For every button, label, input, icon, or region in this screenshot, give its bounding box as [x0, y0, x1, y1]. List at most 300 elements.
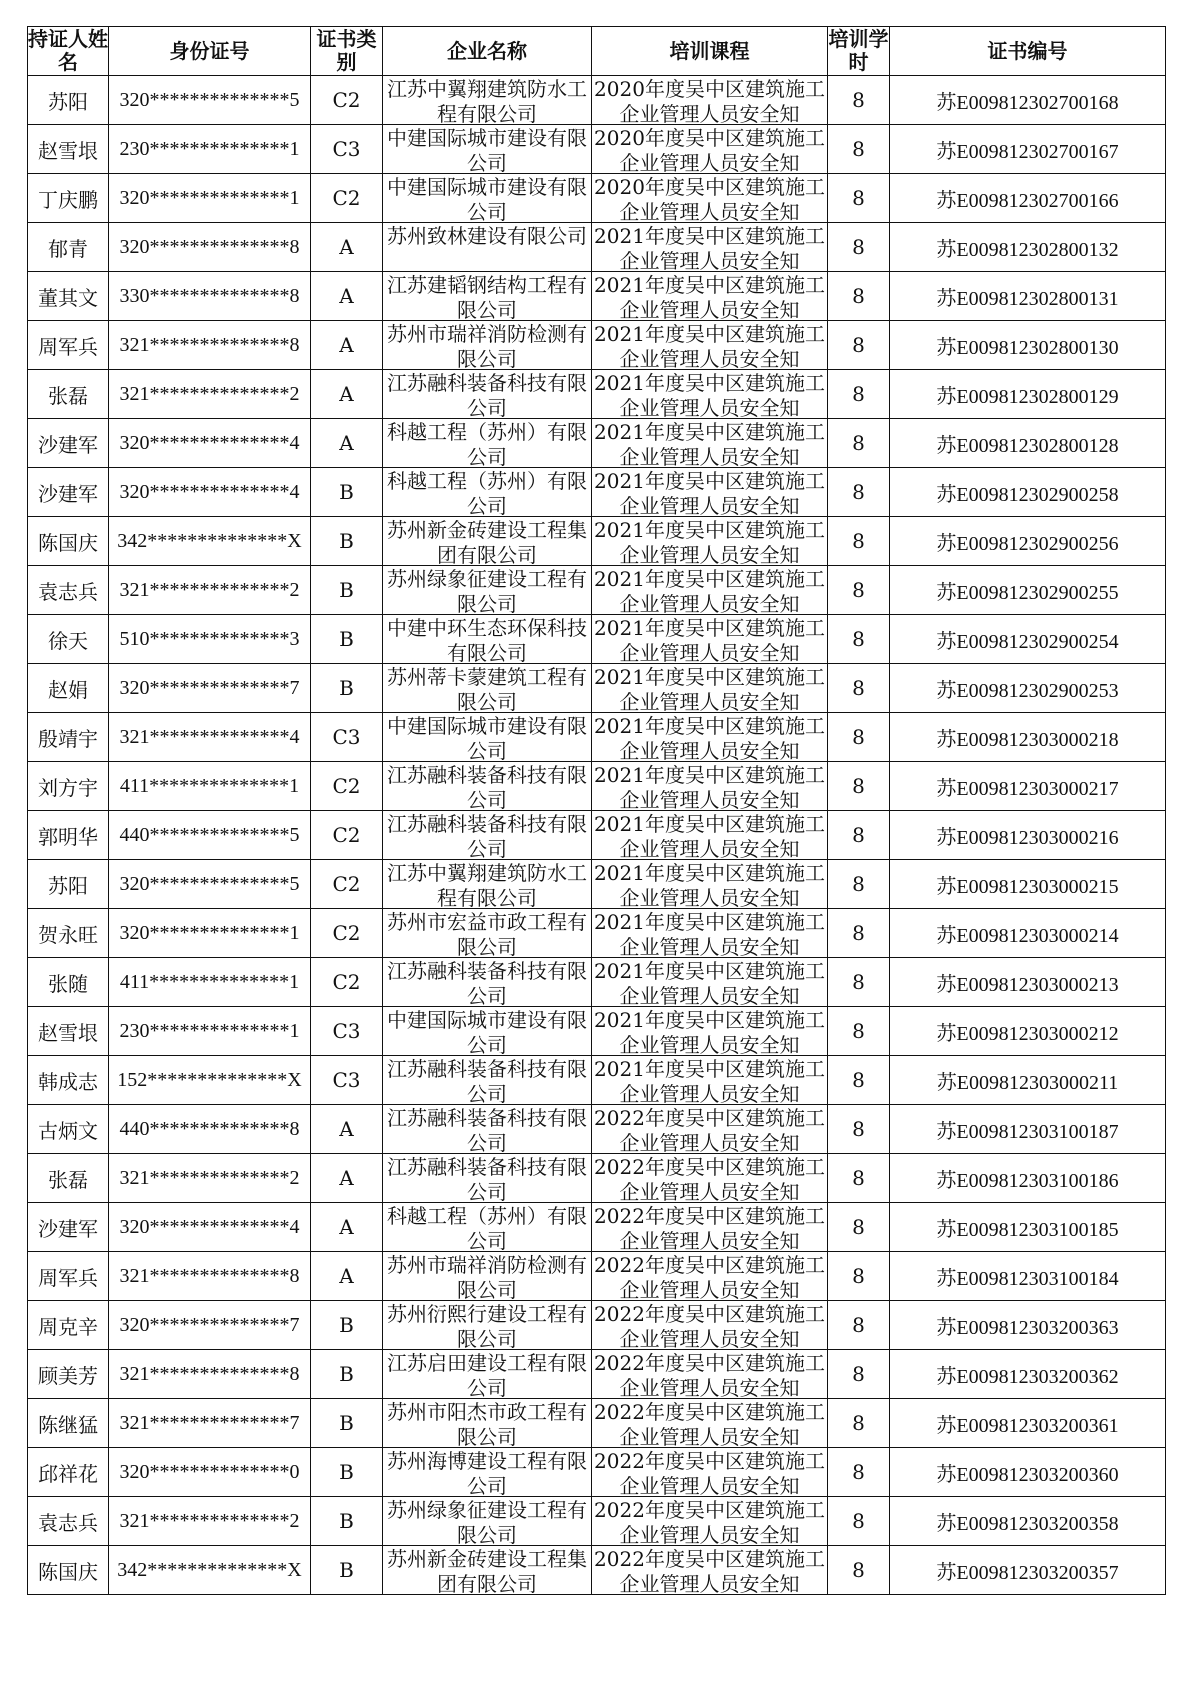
table-row — [28, 664, 1166, 713]
header-cert-no: 证书编号 — [890, 27, 1166, 76]
cell-id-number: 321**************4 — [109, 713, 311, 762]
cell-holder-name: 赵雪垠 — [28, 125, 109, 174]
course-name-text: 2020年度吴中区建筑施工企业管理人员安全知 — [594, 77, 825, 124]
table-row — [28, 76, 1166, 125]
cell-id-number: 321**************8 — [109, 1252, 311, 1301]
cell-certificate-category: A — [311, 272, 383, 321]
cell-training-hours: 8 — [828, 958, 890, 1007]
cell-course — [592, 321, 828, 370]
company-name-text: 苏州市宏益市政工程有限公司 — [387, 910, 587, 957]
cell-certificate-category: B — [311, 615, 383, 664]
cell-certificate-number: 苏E009812302900258 — [890, 468, 1166, 517]
cell-id-number: 342**************X — [109, 517, 311, 566]
cell-certificate-number: 苏E009812302800132 — [890, 223, 1166, 272]
cell-course — [592, 566, 828, 615]
cell-id-number: 321**************2 — [109, 566, 311, 615]
cell-holder-name: 邱祥花 — [28, 1448, 109, 1497]
company-name-text: 中建国际城市建设有限公司 — [387, 714, 587, 761]
cell-holder-name: 贺永旺 — [28, 909, 109, 958]
cell-id-number: 320**************5 — [109, 860, 311, 909]
table-row — [28, 811, 1166, 860]
company-name-text: 江苏融科装备科技有限公司 — [387, 1057, 587, 1104]
cell-training-hours: 8 — [828, 1007, 890, 1056]
course-name-text: 2021年度吴中区建筑施工企业管理人员安全知 — [594, 322, 825, 369]
table-row — [28, 762, 1166, 811]
table-row — [28, 1154, 1166, 1203]
cell-training-hours: 8 — [828, 1056, 890, 1105]
course-name-text: 2022年度吴中区建筑施工企业管理人员安全知 — [594, 1547, 825, 1594]
cell-holder-name: 袁志兵 — [28, 566, 109, 615]
company-name-text: 苏州市瑞祥消防检测有限公司 — [387, 1253, 587, 1300]
cell-holder-name: 周军兵 — [28, 1252, 109, 1301]
cell-certificate-category: B — [311, 1448, 383, 1497]
cell-certificate-category: A — [311, 370, 383, 419]
table-row — [28, 419, 1166, 468]
company-name-text: 江苏融科装备科技有限公司 — [387, 763, 587, 810]
course-name-text: 2021年度吴中区建筑施工企业管理人员安全知 — [594, 910, 825, 957]
cell-training-hours: 8 — [828, 1154, 890, 1203]
cell-course — [592, 1007, 828, 1056]
company-name-text: 中建国际城市建设有限公司 — [387, 1008, 587, 1055]
cell-training-hours: 8 — [828, 468, 890, 517]
cell-certificate-category: C2 — [311, 860, 383, 909]
cell-id-number: 321**************8 — [109, 1350, 311, 1399]
table-row — [28, 1399, 1166, 1448]
cell-training-hours: 8 — [828, 1350, 890, 1399]
cell-certificate-category: B — [311, 566, 383, 615]
cell-id-number: 320**************0 — [109, 1448, 311, 1497]
course-name-text: 2020年度吴中区建筑施工企业管理人员安全知 — [594, 175, 825, 222]
cell-company — [383, 1497, 592, 1546]
course-name-text: 2022年度吴中区建筑施工企业管理人员安全知 — [594, 1498, 825, 1545]
cell-certificate-category: A — [311, 1252, 383, 1301]
table-body — [28, 76, 1166, 1595]
cell-certificate-number: 苏E009812302800128 — [890, 419, 1166, 468]
cell-holder-name: 周克辛 — [28, 1301, 109, 1350]
cell-certificate-number: 苏E009812302700166 — [890, 174, 1166, 223]
header-company: 企业名称 — [383, 27, 592, 76]
cell-course — [592, 76, 828, 125]
cell-certificate-category: C3 — [311, 125, 383, 174]
cell-company — [383, 1448, 592, 1497]
cell-id-number: 411**************1 — [109, 762, 311, 811]
cell-certificate-number: 苏E009812303100186 — [890, 1154, 1166, 1203]
cell-certificate-category: C2 — [311, 909, 383, 958]
cell-training-hours: 8 — [828, 517, 890, 566]
course-name-text: 2020年度吴中区建筑施工企业管理人员安全知 — [594, 126, 825, 173]
cell-certificate-category: B — [311, 1350, 383, 1399]
cell-certificate-category: A — [311, 223, 383, 272]
cell-course — [592, 1546, 828, 1595]
cell-holder-name: 沙建军 — [28, 1203, 109, 1252]
table-row — [28, 174, 1166, 223]
cell-certificate-number: 苏E009812303100185 — [890, 1203, 1166, 1252]
cell-certificate-category: B — [311, 468, 383, 517]
cell-course — [592, 174, 828, 223]
cell-id-number: 342**************X — [109, 1546, 311, 1595]
company-name-text: 江苏融科装备科技有限公司 — [387, 812, 587, 859]
cell-course — [592, 1301, 828, 1350]
course-name-text: 2022年度吴中区建筑施工企业管理人员安全知 — [594, 1106, 825, 1153]
cell-course — [592, 272, 828, 321]
cell-certificate-number: 苏E009812303000216 — [890, 811, 1166, 860]
cell-course — [592, 909, 828, 958]
cell-training-hours: 8 — [828, 174, 890, 223]
course-name-text: 2021年度吴中区建筑施工企业管理人员安全知 — [594, 763, 825, 810]
cell-holder-name: 郁青 — [28, 223, 109, 272]
course-name-text: 2021年度吴中区建筑施工企业管理人员安全知 — [594, 861, 825, 908]
cell-id-number: 321**************8 — [109, 321, 311, 370]
company-name-text: 科越工程（苏州）有限公司 — [387, 1204, 587, 1251]
cell-certificate-number: 苏E009812302700168 — [890, 76, 1166, 125]
cell-holder-name: 陈继猛 — [28, 1399, 109, 1448]
course-name-text: 2021年度吴中区建筑施工企业管理人员安全知 — [594, 273, 825, 320]
cell-course — [592, 370, 828, 419]
company-name-text: 苏州绿象征建设工程有限公司 — [387, 567, 587, 614]
cell-certificate-number: 苏E009812303000217 — [890, 762, 1166, 811]
cell-training-hours: 8 — [828, 1448, 890, 1497]
table-row — [28, 909, 1166, 958]
table-row — [28, 713, 1166, 762]
course-name-text: 2022年度吴中区建筑施工企业管理人员安全知 — [594, 1351, 825, 1398]
cell-id-number: 440**************5 — [109, 811, 311, 860]
company-name-text: 苏州海博建设工程有限公司 — [387, 1449, 587, 1496]
table-row — [28, 468, 1166, 517]
cell-id-number: 320**************4 — [109, 419, 311, 468]
cell-id-number: 320**************5 — [109, 76, 311, 125]
company-name-text: 江苏中翼翔建筑防水工程有限公司 — [387, 861, 587, 908]
company-name-text: 科越工程（苏州）有限公司 — [387, 469, 587, 516]
cell-holder-name: 董其文 — [28, 272, 109, 321]
header-row — [28, 27, 1166, 76]
table-row — [28, 1497, 1166, 1546]
table-row — [28, 1546, 1166, 1595]
cell-company — [383, 370, 592, 419]
cell-holder-name: 袁志兵 — [28, 1497, 109, 1546]
cell-certificate-number: 苏E009812303000212 — [890, 1007, 1166, 1056]
course-name-text: 2022年度吴中区建筑施工企业管理人员安全知 — [594, 1204, 825, 1251]
course-name-text: 2021年度吴中区建筑施工企业管理人员安全知 — [594, 812, 825, 859]
certificate-table — [27, 26, 1166, 1595]
cell-id-number: 320**************1 — [109, 909, 311, 958]
cell-holder-name: 苏阳 — [28, 860, 109, 909]
cell-certificate-number: 苏E009812302900255 — [890, 566, 1166, 615]
company-name-text: 中建国际城市建设有限公司 — [387, 126, 587, 173]
company-name-text: 江苏融科装备科技有限公司 — [387, 371, 587, 418]
cell-certificate-number: 苏E009812302900253 — [890, 664, 1166, 713]
cell-certificate-category: C2 — [311, 811, 383, 860]
table-row — [28, 517, 1166, 566]
cell-certificate-number: 苏E009812303000213 — [890, 958, 1166, 1007]
cell-company — [383, 1546, 592, 1595]
cell-certificate-number: 苏E009812303000214 — [890, 909, 1166, 958]
header-course: 培训课程 — [592, 27, 828, 76]
cell-holder-name: 陈国庆 — [28, 517, 109, 566]
cell-company — [383, 1056, 592, 1105]
table-row — [28, 223, 1166, 272]
cell-certificate-category: C3 — [311, 1007, 383, 1056]
cell-holder-name: 周军兵 — [28, 321, 109, 370]
table-row — [28, 1007, 1166, 1056]
cell-training-hours: 8 — [828, 860, 890, 909]
table-row — [28, 272, 1166, 321]
cell-course — [592, 1448, 828, 1497]
cell-course — [592, 664, 828, 713]
cell-holder-name: 韩成志 — [28, 1056, 109, 1105]
cell-training-hours: 8 — [828, 321, 890, 370]
cell-company — [383, 1252, 592, 1301]
cell-certificate-number: 苏E009812302700167 — [890, 125, 1166, 174]
cell-training-hours: 8 — [828, 419, 890, 468]
cell-certificate-number: 苏E009812303200360 — [890, 1448, 1166, 1497]
cell-id-number: 321**************2 — [109, 370, 311, 419]
course-name-text: 2022年度吴中区建筑施工企业管理人员安全知 — [594, 1155, 825, 1202]
cell-certificate-category: C2 — [311, 762, 383, 811]
table-row — [28, 566, 1166, 615]
cell-course — [592, 1350, 828, 1399]
cell-certificate-number: 苏E009812303000218 — [890, 713, 1166, 762]
course-name-text: 2021年度吴中区建筑施工企业管理人员安全知 — [594, 1008, 825, 1055]
course-name-text: 2021年度吴中区建筑施工企业管理人员安全知 — [594, 420, 825, 467]
cell-holder-name: 徐天 — [28, 615, 109, 664]
company-name-text: 江苏启田建设工程有限公司 — [387, 1351, 587, 1398]
course-name-text: 2021年度吴中区建筑施工企业管理人员安全知 — [594, 567, 825, 614]
table-row — [28, 1301, 1166, 1350]
cell-course — [592, 223, 828, 272]
header-category: 证书类别 — [311, 27, 383, 76]
table-row — [28, 125, 1166, 174]
cell-certificate-number: 苏E009812303000211 — [890, 1056, 1166, 1105]
table-row — [28, 615, 1166, 664]
table-row — [28, 370, 1166, 419]
cell-id-number: 321**************2 — [109, 1497, 311, 1546]
cell-id-number: 320**************4 — [109, 468, 311, 517]
cell-training-hours: 8 — [828, 664, 890, 713]
cell-id-number: 510**************3 — [109, 615, 311, 664]
cell-holder-name: 赵娟 — [28, 664, 109, 713]
cell-certificate-number: 苏E009812303200362 — [890, 1350, 1166, 1399]
cell-holder-name: 沙建军 — [28, 468, 109, 517]
cell-training-hours: 8 — [828, 1497, 890, 1546]
cell-company — [383, 468, 592, 517]
cell-certificate-category: A — [311, 1105, 383, 1154]
cell-company — [383, 860, 592, 909]
header-name: 持证人姓名 — [28, 27, 108, 74]
cell-course — [592, 125, 828, 174]
cell-id-number: 321**************7 — [109, 1399, 311, 1448]
cell-id-number: 230**************1 — [109, 1007, 311, 1056]
course-name-text: 2021年度吴中区建筑施工企业管理人员安全知 — [594, 665, 825, 712]
cell-id-number: 411**************1 — [109, 958, 311, 1007]
cell-holder-name: 顾美芳 — [28, 1350, 109, 1399]
table-row — [28, 958, 1166, 1007]
cell-certificate-category: C2 — [311, 958, 383, 1007]
company-name-text: 苏州新金砖建设工程集团有限公司 — [387, 518, 587, 565]
cell-training-hours: 8 — [828, 272, 890, 321]
cell-id-number: 440**************8 — [109, 1105, 311, 1154]
course-name-text: 2022年度吴中区建筑施工企业管理人员安全知 — [594, 1253, 825, 1300]
cell-course — [592, 615, 828, 664]
cell-id-number: 320**************1 — [109, 174, 311, 223]
cell-certificate-category: A — [311, 1154, 383, 1203]
table-row — [28, 1252, 1166, 1301]
company-name-text: 江苏融科装备科技有限公司 — [387, 1155, 587, 1202]
cell-certificate-number: 苏E009812303200357 — [890, 1546, 1166, 1595]
cell-holder-name: 张随 — [28, 958, 109, 1007]
cell-training-hours: 8 — [828, 1203, 890, 1252]
cell-company — [383, 1301, 592, 1350]
cell-holder-name: 赵雪垠 — [28, 1007, 109, 1056]
cell-holder-name: 陈国庆 — [28, 1546, 109, 1595]
cell-certificate-category: C3 — [311, 713, 383, 762]
course-name-text: 2021年度吴中区建筑施工企业管理人员安全知 — [594, 959, 825, 1006]
cell-course — [592, 1252, 828, 1301]
cell-course — [592, 762, 828, 811]
cell-course — [592, 958, 828, 1007]
cell-company — [383, 615, 592, 664]
course-name-text: 2021年度吴中区建筑施工企业管理人员安全知 — [594, 518, 825, 565]
cell-course — [592, 1105, 828, 1154]
course-name-text: 2021年度吴中区建筑施工企业管理人员安全知 — [594, 469, 825, 516]
cell-course — [592, 1154, 828, 1203]
company-name-text: 中建中环生态环保科技有限公司 — [387, 616, 587, 663]
table-row — [28, 1203, 1166, 1252]
company-name-text: 苏州蒂卡蒙建筑工程有限公司 — [387, 665, 587, 712]
cell-training-hours: 8 — [828, 615, 890, 664]
cell-company — [383, 811, 592, 860]
cell-company — [383, 664, 592, 713]
course-name-text: 2021年度吴中区建筑施工企业管理人员安全知 — [594, 616, 825, 663]
cell-id-number: 330**************8 — [109, 272, 311, 321]
cell-certificate-category: A — [311, 1203, 383, 1252]
cell-course — [592, 811, 828, 860]
cell-course — [592, 860, 828, 909]
cell-id-number: 320**************7 — [109, 664, 311, 713]
cell-company — [383, 223, 592, 272]
cell-certificate-number: 苏E009812303200358 — [890, 1497, 1166, 1546]
course-name-text: 2022年度吴中区建筑施工企业管理人员安全知 — [594, 1400, 825, 1447]
cell-company — [383, 762, 592, 811]
cell-holder-name: 郭明华 — [28, 811, 109, 860]
cell-company — [383, 174, 592, 223]
cell-training-hours: 8 — [828, 125, 890, 174]
cell-course — [592, 468, 828, 517]
cell-course — [592, 1399, 828, 1448]
cell-holder-name: 张磊 — [28, 370, 109, 419]
cell-training-hours: 8 — [828, 713, 890, 762]
header-id: 身份证号 — [109, 27, 311, 76]
cell-company — [383, 1350, 592, 1399]
cell-certificate-number: 苏E009812302800130 — [890, 321, 1166, 370]
cell-id-number: 321**************2 — [109, 1154, 311, 1203]
cell-training-hours: 8 — [828, 1546, 890, 1595]
cell-certificate-number: 苏E009812302900254 — [890, 615, 1166, 664]
table-row — [28, 860, 1166, 909]
course-name-text: 2021年度吴中区建筑施工企业管理人员安全知 — [594, 224, 825, 271]
cell-id-number: 320**************8 — [109, 223, 311, 272]
cell-certificate-category: B — [311, 517, 383, 566]
course-name-text: 2021年度吴中区建筑施工企业管理人员安全知 — [594, 1057, 825, 1104]
cell-certificate-category: B — [311, 1546, 383, 1595]
cell-certificate-category: B — [311, 1497, 383, 1546]
company-name-text: 江苏中翼翔建筑防水工程有限公司 — [387, 77, 587, 124]
cell-company — [383, 1399, 592, 1448]
cell-holder-name: 刘方宇 — [28, 762, 109, 811]
cell-company — [383, 1007, 592, 1056]
cell-training-hours: 8 — [828, 370, 890, 419]
cell-company — [383, 713, 592, 762]
cell-id-number: 320**************7 — [109, 1301, 311, 1350]
cell-training-hours: 8 — [828, 566, 890, 615]
cell-training-hours: 8 — [828, 1399, 890, 1448]
course-name-text: 2021年度吴中区建筑施工企业管理人员安全知 — [594, 371, 825, 418]
cell-course — [592, 713, 828, 762]
cell-id-number: 230**************1 — [109, 125, 311, 174]
cell-certificate-number: 苏E009812303200361 — [890, 1399, 1166, 1448]
cell-certificate-number: 苏E009812302900256 — [890, 517, 1166, 566]
company-name-text: 江苏融科装备科技有限公司 — [387, 959, 587, 1006]
company-name-text: 江苏建韬钢结构工程有限公司 — [387, 273, 587, 320]
cell-holder-name: 殷靖宇 — [28, 713, 109, 762]
cell-holder-name: 古炳文 — [28, 1105, 109, 1154]
cell-company — [383, 1105, 592, 1154]
cell-holder-name: 苏阳 — [28, 76, 109, 125]
table-row — [28, 1448, 1166, 1497]
table-row — [28, 1056, 1166, 1105]
cell-training-hours: 8 — [828, 1301, 890, 1350]
cell-holder-name: 张磊 — [28, 1154, 109, 1203]
cell-certificate-number: 苏E009812303200363 — [890, 1301, 1166, 1350]
cell-certificate-number: 苏E009812303100187 — [890, 1105, 1166, 1154]
cell-company — [383, 419, 592, 468]
cell-training-hours: 8 — [828, 76, 890, 125]
cell-company — [383, 566, 592, 615]
cell-training-hours: 8 — [828, 762, 890, 811]
company-name-text: 科越工程（苏州）有限公司 — [387, 420, 587, 467]
cell-certificate-category: C3 — [311, 1056, 383, 1105]
cell-certificate-number: 苏E009812303100184 — [890, 1252, 1166, 1301]
cell-certificate-category: B — [311, 1301, 383, 1350]
table-row — [28, 1105, 1166, 1154]
cell-training-hours: 8 — [828, 1252, 890, 1301]
company-name-text: 江苏融科装备科技有限公司 — [387, 1106, 587, 1153]
cell-certificate-category: C2 — [311, 174, 383, 223]
cell-certificate-category: C2 — [311, 76, 383, 125]
cell-certificate-number: 苏E009812302800129 — [890, 370, 1166, 419]
cell-company — [383, 272, 592, 321]
cell-company — [383, 1203, 592, 1252]
company-name-text: 苏州衍熙行建设工程有限公司 — [387, 1302, 587, 1349]
cell-company — [383, 1154, 592, 1203]
cell-course — [592, 517, 828, 566]
table-row — [28, 1350, 1166, 1399]
cell-certificate-category: A — [311, 419, 383, 468]
cell-company — [383, 958, 592, 1007]
cell-certificate-number: 苏E009812303000215 — [890, 860, 1166, 909]
cell-course — [592, 1497, 828, 1546]
course-name-text: 2022年度吴中区建筑施工企业管理人员安全知 — [594, 1449, 825, 1496]
course-name-text: 2021年度吴中区建筑施工企业管理人员安全知 — [594, 714, 825, 761]
cell-certificate-category: A — [311, 321, 383, 370]
company-name-text: 苏州绿象征建设工程有限公司 — [387, 1498, 587, 1545]
cell-company — [383, 321, 592, 370]
cell-certificate-category: B — [311, 1399, 383, 1448]
cell-course — [592, 1056, 828, 1105]
company-name-text: 苏州市瑞祥消防检测有限公司 — [387, 322, 587, 369]
cell-company — [383, 909, 592, 958]
cell-holder-name: 丁庆鹏 — [28, 174, 109, 223]
company-name-text: 苏州新金砖建设工程集团有限公司 — [387, 1547, 587, 1594]
